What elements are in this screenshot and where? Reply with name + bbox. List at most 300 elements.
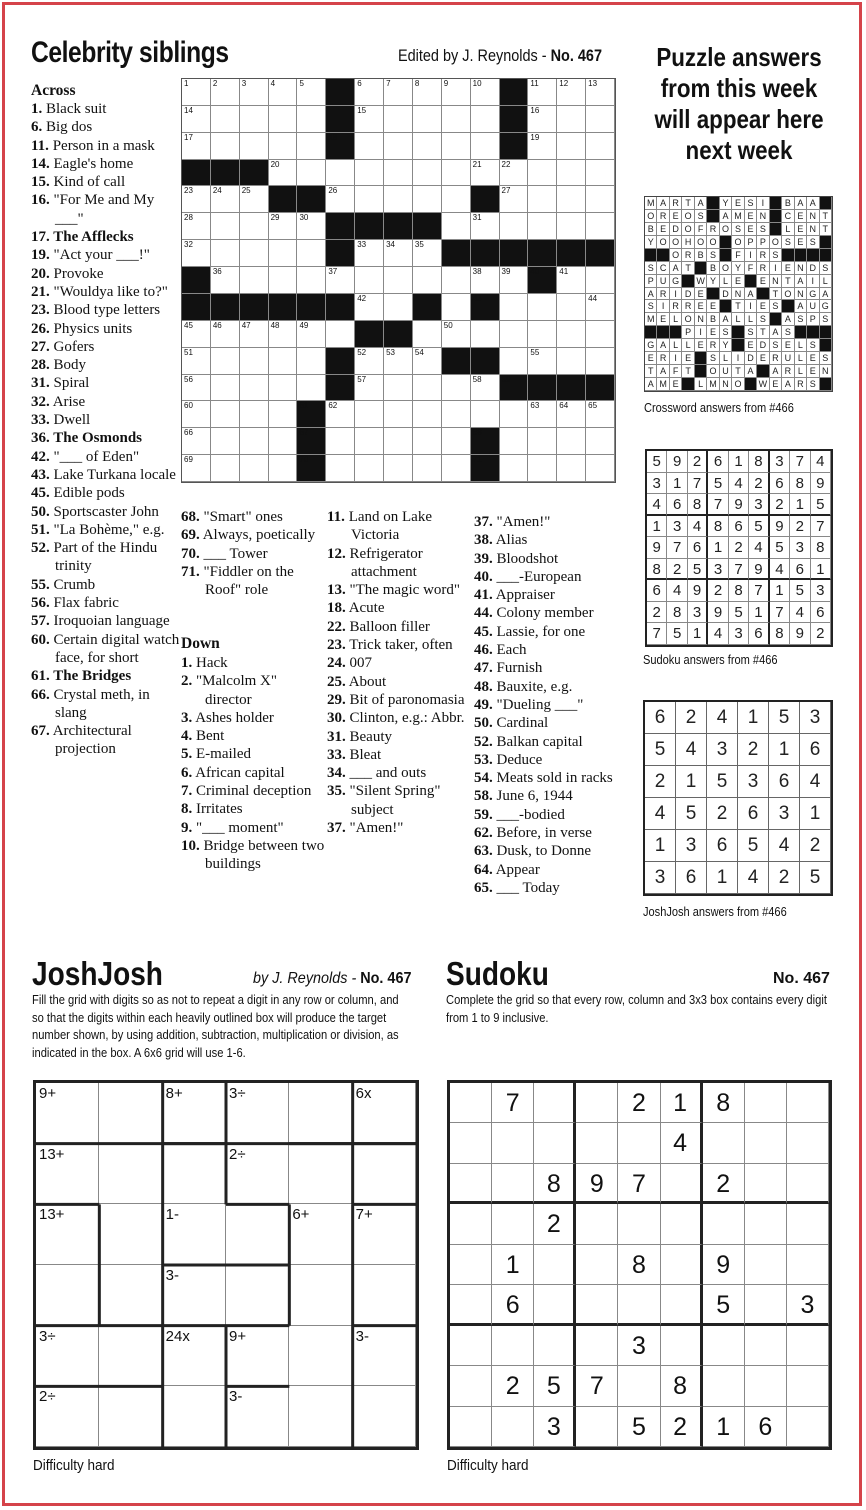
answer-letter: O [732,378,744,391]
sudoku-answer-cell: 9 [749,559,769,581]
clue-number: 25 [241,186,251,196]
sudoku-answer-cell: 6 [708,451,728,473]
sudoku-answer-cell: 9 [647,537,667,559]
answer-black-square [720,236,732,249]
clue-text: ___ Today [496,879,560,896]
clue-num: 6. [181,764,193,781]
answer-letter: G [820,300,832,313]
clue-text: Arise [52,393,86,410]
crossword-cell[interactable] [269,106,298,133]
sudoku-cell[interactable] [576,1123,618,1163]
clue-number: 67 [299,428,309,438]
black-square [557,375,586,402]
sudoku-cell[interactable] [534,1285,576,1325]
sudoku-cell[interactable] [576,1083,618,1123]
sudoku-cell[interactable] [450,1164,492,1204]
crossword-cell[interactable] [500,294,529,321]
clue [181,837,326,874]
crossword-cell[interactable] [557,106,586,133]
sudoku-cell[interactable] [745,1366,787,1406]
crossword-cell[interactable] [297,106,326,133]
crossword-cell[interactable] [240,213,269,240]
clue-number: 64 [559,401,569,411]
crossword-cell[interactable] [586,160,615,187]
sudoku-cell[interactable] [661,1245,703,1285]
clue [181,563,326,600]
sudoku-answer-cell: 8 [770,623,790,645]
crossword-cell[interactable] [355,267,384,294]
joshjosh-answer-cell: 1 [707,862,738,894]
crossword-cell[interactable] [211,348,240,375]
crossword-cell[interactable] [384,267,413,294]
crossword-cell[interactable] [442,428,471,455]
crossword-cell[interactable] [384,428,413,455]
crossword-cell[interactable] [326,160,355,187]
clue-text: Balloon filler [349,618,430,635]
crossword-cell[interactable] [297,160,326,187]
crossword-cell[interactable] [586,348,615,375]
sudoku-cell[interactable] [450,1083,492,1123]
crossword-cell[interactable] [442,133,471,160]
answer-letter: S [820,262,832,275]
crossword-cell[interactable] [557,455,586,482]
sudoku-cell[interactable] [745,1326,787,1366]
sudoku-cell[interactable] [576,1204,618,1244]
crossword-cell[interactable] [557,294,586,321]
crossword-cell[interactable] [211,213,240,240]
clue-num: 24. [327,655,346,672]
sudoku-cell[interactable] [787,1204,829,1244]
sudoku-cell[interactable] [534,1245,576,1285]
clue [31,265,181,283]
clue-number: 31 [472,213,482,223]
answer-letter: L [720,275,732,288]
sudoku-cell[interactable] [618,1285,660,1325]
clue-text: Land on Lake Victoria [348,509,432,544]
crossword-cell[interactable] [557,428,586,455]
clue-number: 55 [530,347,540,357]
sudoku-cell[interactable] [661,1164,703,1204]
clue-text: Criminal deception [196,783,312,800]
crossword-cell[interactable] [500,213,529,240]
crossword-cell[interactable] [211,428,240,455]
sudoku-cell[interactable] [450,1123,492,1163]
sudoku-cell[interactable] [661,1204,703,1244]
sudoku-cell[interactable] [787,1245,829,1285]
joshjosh-answer-cell: 2 [707,798,738,830]
answer-letter: L [670,313,682,326]
crossword-cell[interactable] [471,133,500,160]
crossword-cell[interactable] [211,240,240,267]
sudoku-cell[interactable] [618,1204,660,1244]
clue-text: Big dos [46,119,93,136]
crossword-cell[interactable] [384,106,413,133]
sudoku-cell[interactable] [745,1204,787,1244]
sudoku-cell[interactable] [450,1366,492,1406]
sudoku-cell[interactable] [703,1366,745,1406]
answer-letter: S [807,236,819,249]
crossword-cell[interactable] [355,133,384,160]
crossword-cell[interactable] [586,267,615,294]
sudoku-cell[interactable] [576,1326,618,1366]
crossword-cell[interactable] [413,160,442,187]
crossword-cell[interactable] [528,186,557,213]
clue-text: "Act your ___!" [53,247,150,264]
sudoku-answer-cell: 7 [647,623,667,645]
crossword-cell[interactable] [355,160,384,187]
answer-letter: L [795,352,807,365]
sudoku-cell[interactable] [745,1123,787,1163]
crossword-cell[interactable] [413,428,442,455]
crossword-cell[interactable] [240,455,269,482]
crossword-cell[interactable] [413,455,442,482]
joshjosh-answer-cell: 3 [707,734,738,766]
crossword-cell[interactable] [211,401,240,428]
sudoku-cell[interactable] [618,1366,660,1406]
answer-letter: N [807,223,819,236]
crossword-cell[interactable] [240,133,269,160]
crossword-cell[interactable] [557,321,586,348]
clue [327,746,474,764]
clue-text: Deduce [496,751,543,768]
crossword-cell[interactable] [471,106,500,133]
crossword-cell[interactable] [586,133,615,160]
clue-num: 52. [474,733,493,750]
crossword-cell[interactable] [528,428,557,455]
sudoku-cell[interactable] [745,1245,787,1285]
black-square [326,106,355,133]
crossword-cell[interactable] [297,267,326,294]
sudoku-answer-cell: 3 [647,473,667,495]
sudoku-cell[interactable] [450,1245,492,1285]
clue [474,659,619,677]
clue-num: 9. [181,819,193,836]
sudoku-cell[interactable] [534,1326,576,1366]
answer-letter: S [745,197,757,210]
sudoku-cell[interactable] [576,1285,618,1325]
joshjosh-answer-cell: 6 [738,798,769,830]
crossword-cell[interactable] [586,106,615,133]
clue [181,654,326,672]
crossword-cell[interactable] [269,348,298,375]
crossword-cell[interactable] [384,455,413,482]
crossword-cell[interactable] [269,267,298,294]
crossword-cell[interactable] [528,213,557,240]
crossword-cell[interactable] [500,401,529,428]
crossword-cell[interactable] [384,133,413,160]
clue-number: 11 [530,79,539,88]
crossword-cell[interactable] [384,375,413,402]
crossword-cell[interactable] [326,321,355,348]
crossword-cell[interactable] [355,401,384,428]
clue-text: Balkan capital [496,733,583,750]
sudoku-cell[interactable] [787,1123,829,1163]
crossword-cell[interactable] [297,133,326,160]
crossword-cell[interactable] [297,348,326,375]
answer-black-square [770,223,782,236]
answer-letter: O [670,236,682,249]
clue-number: 13 [588,79,598,88]
answer-letter: R [707,223,719,236]
sudoku-cell[interactable] [492,1164,534,1204]
clue-num: 29. [327,691,346,708]
sudoku-cell[interactable] [450,1407,492,1447]
crossword-cell[interactable] [413,401,442,428]
sudoku-answer-cell: 6 [790,559,810,581]
crossword-cell[interactable] [528,321,557,348]
clue-text: "Amen!" [496,514,551,530]
clue-num: 14. [31,155,50,172]
answer-letter: I [695,326,707,339]
crossword-cell[interactable] [269,428,298,455]
sudoku-given: 5 [703,1285,745,1325]
crossword-cell[interactable] [500,455,529,482]
answer-letter: E [657,313,669,326]
sudoku-cell[interactable] [745,1285,787,1325]
sudoku-cell[interactable] [787,1164,829,1204]
clue-text: African capital [195,764,285,781]
joshjosh-answers-caption: JoshJosh answers from #466 [643,904,787,919]
crossword-cell[interactable] [471,321,500,348]
clue [474,550,619,568]
answer-letter: A [795,300,807,313]
answer-letter: B [645,223,657,236]
crossword-cell[interactable] [384,294,413,321]
clue [31,521,181,539]
sudoku-cell[interactable] [703,1204,745,1244]
crossword-cell[interactable] [557,186,586,213]
crossword-cell[interactable] [557,133,586,160]
sudoku-answer-cell: 5 [770,537,790,559]
crossword-cell[interactable] [355,455,384,482]
crossword-cell[interactable] [442,455,471,482]
crossword-grid[interactable] [181,78,616,483]
crossword-cell[interactable] [586,321,615,348]
crossword-cell[interactable] [500,321,529,348]
crossword-cell[interactable] [557,160,586,187]
crossword-cell[interactable] [413,133,442,160]
answer-black-square [707,197,719,210]
crossword-cell[interactable] [211,455,240,482]
answer-letter: D [682,288,694,301]
sudoku-cell[interactable] [534,1123,576,1163]
answer-black-square [807,249,819,262]
clue [474,806,619,824]
clue-text: Colony member [496,605,594,622]
answer-black-square [670,326,682,339]
crossword-cell[interactable] [384,401,413,428]
answer-letter: N [720,378,732,391]
crossword-cell[interactable] [442,375,471,402]
sudoku-cell[interactable] [745,1083,787,1123]
crossword-cell[interactable] [557,213,586,240]
crossword-cell[interactable] [413,106,442,133]
crossword-cell[interactable] [413,267,442,294]
sudoku-cell[interactable] [450,1204,492,1244]
black-square [413,213,442,240]
crossword-cell[interactable] [384,160,413,187]
crossword-cell[interactable] [240,401,269,428]
clue [181,709,326,727]
crossword-cell[interactable] [240,375,269,402]
joshjosh-answer-cell: 5 [645,734,676,766]
sudoku-cell[interactable] [576,1245,618,1285]
clue-number: 8 [414,79,420,88]
crossword-cell[interactable] [442,267,471,294]
sudoku-cell[interactable] [492,1326,534,1366]
crossword-cell[interactable] [384,186,413,213]
crossword-cell[interactable] [211,375,240,402]
clue-num: 8. [181,801,193,818]
black-square [269,186,298,213]
sudoku-cell[interactable] [450,1285,492,1325]
black-square [471,348,500,375]
crossword-cell[interactable] [240,106,269,133]
crossword-cell[interactable] [240,267,269,294]
sudoku-cell[interactable] [450,1326,492,1366]
sudoku-cell[interactable] [618,1123,660,1163]
sudoku-cell[interactable] [661,1326,703,1366]
answer-letter: S [645,300,657,313]
crossword-cell[interactable] [326,428,355,455]
crossword-cell[interactable] [211,106,240,133]
crossword-cell[interactable] [442,160,471,187]
sudoku-answer-cell: 7 [729,559,749,581]
clue-text: "Amen!" [349,820,404,837]
sudoku-cell[interactable] [492,1204,534,1244]
clue [327,673,474,691]
answer-letter: U [720,365,732,378]
clue-number: 7 [386,79,391,88]
answer-letter: T [820,223,832,236]
answer-black-square [782,249,794,262]
crossword-cell[interactable] [269,133,298,160]
sudoku-cell[interactable] [745,1164,787,1204]
crossword-cell[interactable] [500,428,529,455]
joshjosh-answer-cell: 2 [645,766,676,798]
joshjosh-answer-cell: 6 [800,734,831,766]
answer-black-square [732,339,744,352]
sudoku-cell[interactable] [576,1407,618,1447]
clue-number: 57 [357,374,367,384]
answer-letter: F [732,249,744,262]
crossword-cell[interactable] [326,455,355,482]
crossword-cell[interactable] [269,375,298,402]
clue-text: Ashes holder [195,709,274,726]
sudoku-cell[interactable] [492,1123,534,1163]
sudoku-cell[interactable] [703,1326,745,1366]
joshjosh-answer-cell: 4 [769,830,800,862]
answer-black-square [757,365,769,378]
sudoku-given: 3 [618,1326,660,1366]
clue-text: "The magic word" [349,582,461,599]
crossword-cell[interactable] [355,186,384,213]
clue-number: 51 [184,347,193,357]
crossword-cell[interactable] [500,348,529,375]
sudoku-cell[interactable] [703,1123,745,1163]
answer-letter: E [795,236,807,249]
sudoku-given: 2 [703,1164,745,1204]
crossword-cell[interactable] [557,348,586,375]
crossword-cell[interactable] [442,294,471,321]
clue-num: 65. [474,879,493,896]
answer-letter: D [720,288,732,301]
crossword-cell[interactable] [355,428,384,455]
black-square [297,186,326,213]
sudoku-cell[interactable] [787,1407,829,1447]
crossword-cell[interactable] [413,321,442,348]
sudoku-cell[interactable] [787,1083,829,1123]
sudoku-cell[interactable] [787,1326,829,1366]
crossword-cell[interactable] [528,160,557,187]
sudoku-answer-cell: 6 [729,516,749,538]
clue-text: Furnish [496,660,543,677]
answer-letter: R [757,262,769,275]
answer-letter: A [657,197,669,210]
sudoku-answer-cell: 4 [647,494,667,516]
crossword-cell[interactable] [240,428,269,455]
sudoku-grid[interactable] [447,1080,832,1450]
crossword-cell[interactable] [240,240,269,267]
clue-number: 30 [299,213,309,223]
sudoku-cell[interactable] [661,1285,703,1325]
sudoku-answer-cell: 1 [667,473,687,495]
crossword-cell[interactable] [269,401,298,428]
cage-target: 2÷ [39,1388,56,1406]
crossword-cell[interactable] [442,213,471,240]
crossword-cell[interactable] [442,401,471,428]
crossword-cell[interactable] [413,186,442,213]
black-square [326,240,355,267]
crossword-cell[interactable] [297,240,326,267]
crossword-cell[interactable] [586,428,615,455]
crossword-cell[interactable] [586,455,615,482]
crossword-cell[interactable] [211,133,240,160]
crossword-cell[interactable] [528,294,557,321]
crossword-cell[interactable] [586,186,615,213]
black-square [240,294,269,321]
crossword-cell[interactable] [471,401,500,428]
clue [31,612,181,630]
sudoku-cell[interactable] [534,1083,576,1123]
clue-number: 12 [559,79,569,88]
black-square [557,240,586,267]
crossword-cell[interactable] [442,186,471,213]
clue [31,228,181,246]
crossword-cell[interactable] [586,213,615,240]
crossword-cell[interactable] [442,106,471,133]
answer-letter: S [645,262,657,275]
crossword-cell[interactable] [413,375,442,402]
clue [31,118,181,136]
crossword-cell[interactable] [269,455,298,482]
clue [31,338,181,356]
crossword-cell[interactable] [528,455,557,482]
crossword-cell[interactable] [297,375,326,402]
crossword-cell[interactable] [269,240,298,267]
crossword-cell[interactable] [240,348,269,375]
sudoku-cell[interactable] [787,1366,829,1406]
joshjosh-grid[interactable] [33,1080,419,1450]
sudoku-number: No. 467 [773,970,830,987]
sudoku-cell[interactable] [492,1407,534,1447]
answer-letter: O [682,223,694,236]
clue-number: 42 [357,293,367,303]
clue-text: Bleat [349,746,382,763]
clue-number: 19 [530,132,540,142]
clue-num: 1. [31,101,43,117]
clue-text: Bit of paronomasia [349,691,465,708]
